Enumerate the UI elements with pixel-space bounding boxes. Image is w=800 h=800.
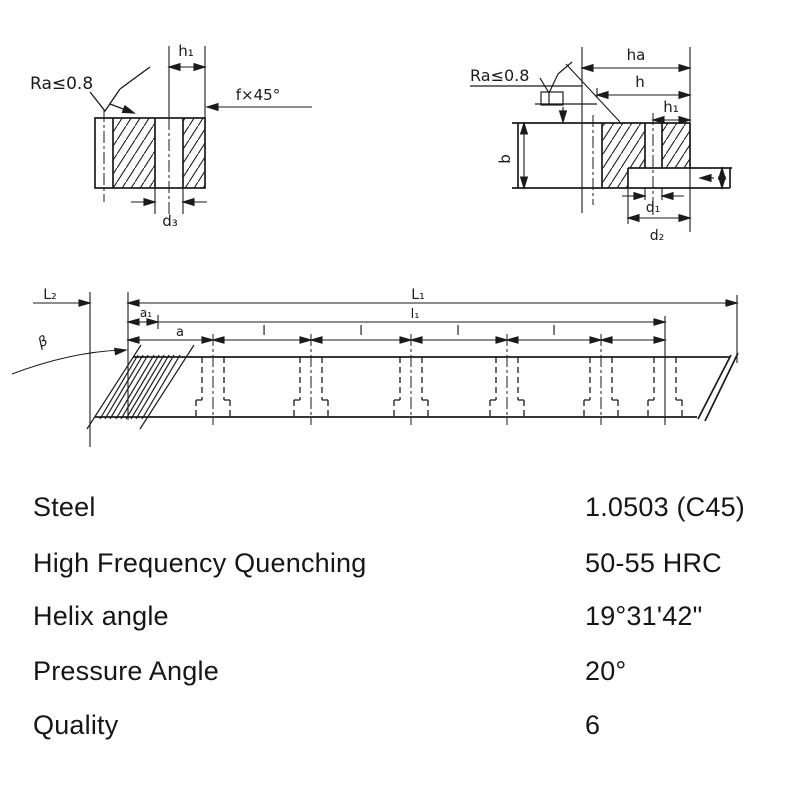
roughness-symbol bbox=[90, 67, 150, 116]
spec-label: Helix angle bbox=[33, 601, 169, 631]
left-section-drawing bbox=[25, 30, 320, 235]
spec-row-steel bbox=[33, 492, 773, 523]
dimension-chain bbox=[128, 337, 665, 343]
dim-label-h1: h₁ bbox=[178, 42, 194, 60]
spec-row-quenching bbox=[33, 548, 773, 579]
dim-label-l-1: l bbox=[262, 324, 266, 339]
dim-label-ha: ha bbox=[626, 46, 646, 64]
dimension-t bbox=[700, 168, 725, 188]
spec-value: 20° bbox=[585, 656, 627, 686]
dimension-L1 bbox=[128, 300, 737, 306]
spec-value: 19°31'42" bbox=[585, 601, 703, 631]
mounting-holes bbox=[196, 334, 682, 425]
dim-label-beta: β bbox=[35, 332, 51, 352]
spec-label: High Frequency Quenching bbox=[33, 548, 367, 578]
dim-label-a1: a₁ bbox=[139, 306, 153, 320]
rack-outline bbox=[95, 353, 738, 421]
dim-label-roughness: Ra≤0.8 bbox=[470, 66, 530, 85]
section-hatching bbox=[113, 118, 205, 188]
dim-label-l1: l₁ bbox=[410, 307, 420, 322]
helix-angle-arc bbox=[12, 347, 126, 374]
dim-label-l-4: l bbox=[552, 324, 556, 339]
dim-label-h1: h₁ bbox=[663, 98, 679, 116]
spec-row-helix-angle bbox=[33, 601, 773, 632]
dim-label-h: h bbox=[635, 73, 645, 91]
spec-value: 6 bbox=[585, 710, 601, 740]
dim-label-d1: d₁ bbox=[645, 200, 661, 216]
dim-label-l-2: l bbox=[359, 324, 363, 339]
dim-label-L1: L₁ bbox=[411, 287, 425, 303]
spec-row-pressure-angle bbox=[33, 656, 773, 687]
dim-label-l-3: l bbox=[456, 324, 460, 339]
dim-label-b: b bbox=[496, 154, 514, 164]
rack-side-view-drawing bbox=[8, 282, 748, 447]
spec-value: 50-55 HRC bbox=[585, 548, 722, 578]
spec-label: Pressure Angle bbox=[33, 656, 219, 686]
chamfer-leader bbox=[207, 104, 312, 111]
dim-label-d2: d₂ bbox=[649, 228, 665, 244]
dimension-L2 bbox=[33, 300, 90, 306]
dim-label-d3: d₃ bbox=[162, 212, 178, 230]
spec-label: Steel bbox=[33, 492, 96, 522]
dim-label-a: a bbox=[176, 325, 184, 340]
section-hatching bbox=[602, 123, 690, 188]
spec-label: Quality bbox=[33, 710, 119, 740]
dimension-b bbox=[521, 123, 528, 188]
spec-value: 1.0503 (C45) bbox=[585, 492, 745, 522]
spec-row-quality bbox=[33, 710, 773, 741]
dim-label-roughness: Ra≤0.8 bbox=[30, 74, 94, 94]
dimension-l1 bbox=[128, 319, 665, 325]
dimension-ha bbox=[582, 65, 690, 72]
right-section-drawing bbox=[455, 40, 747, 255]
dim-label-L2: L₂ bbox=[43, 287, 57, 303]
dim-label-chamfer: f×45° bbox=[235, 86, 281, 104]
